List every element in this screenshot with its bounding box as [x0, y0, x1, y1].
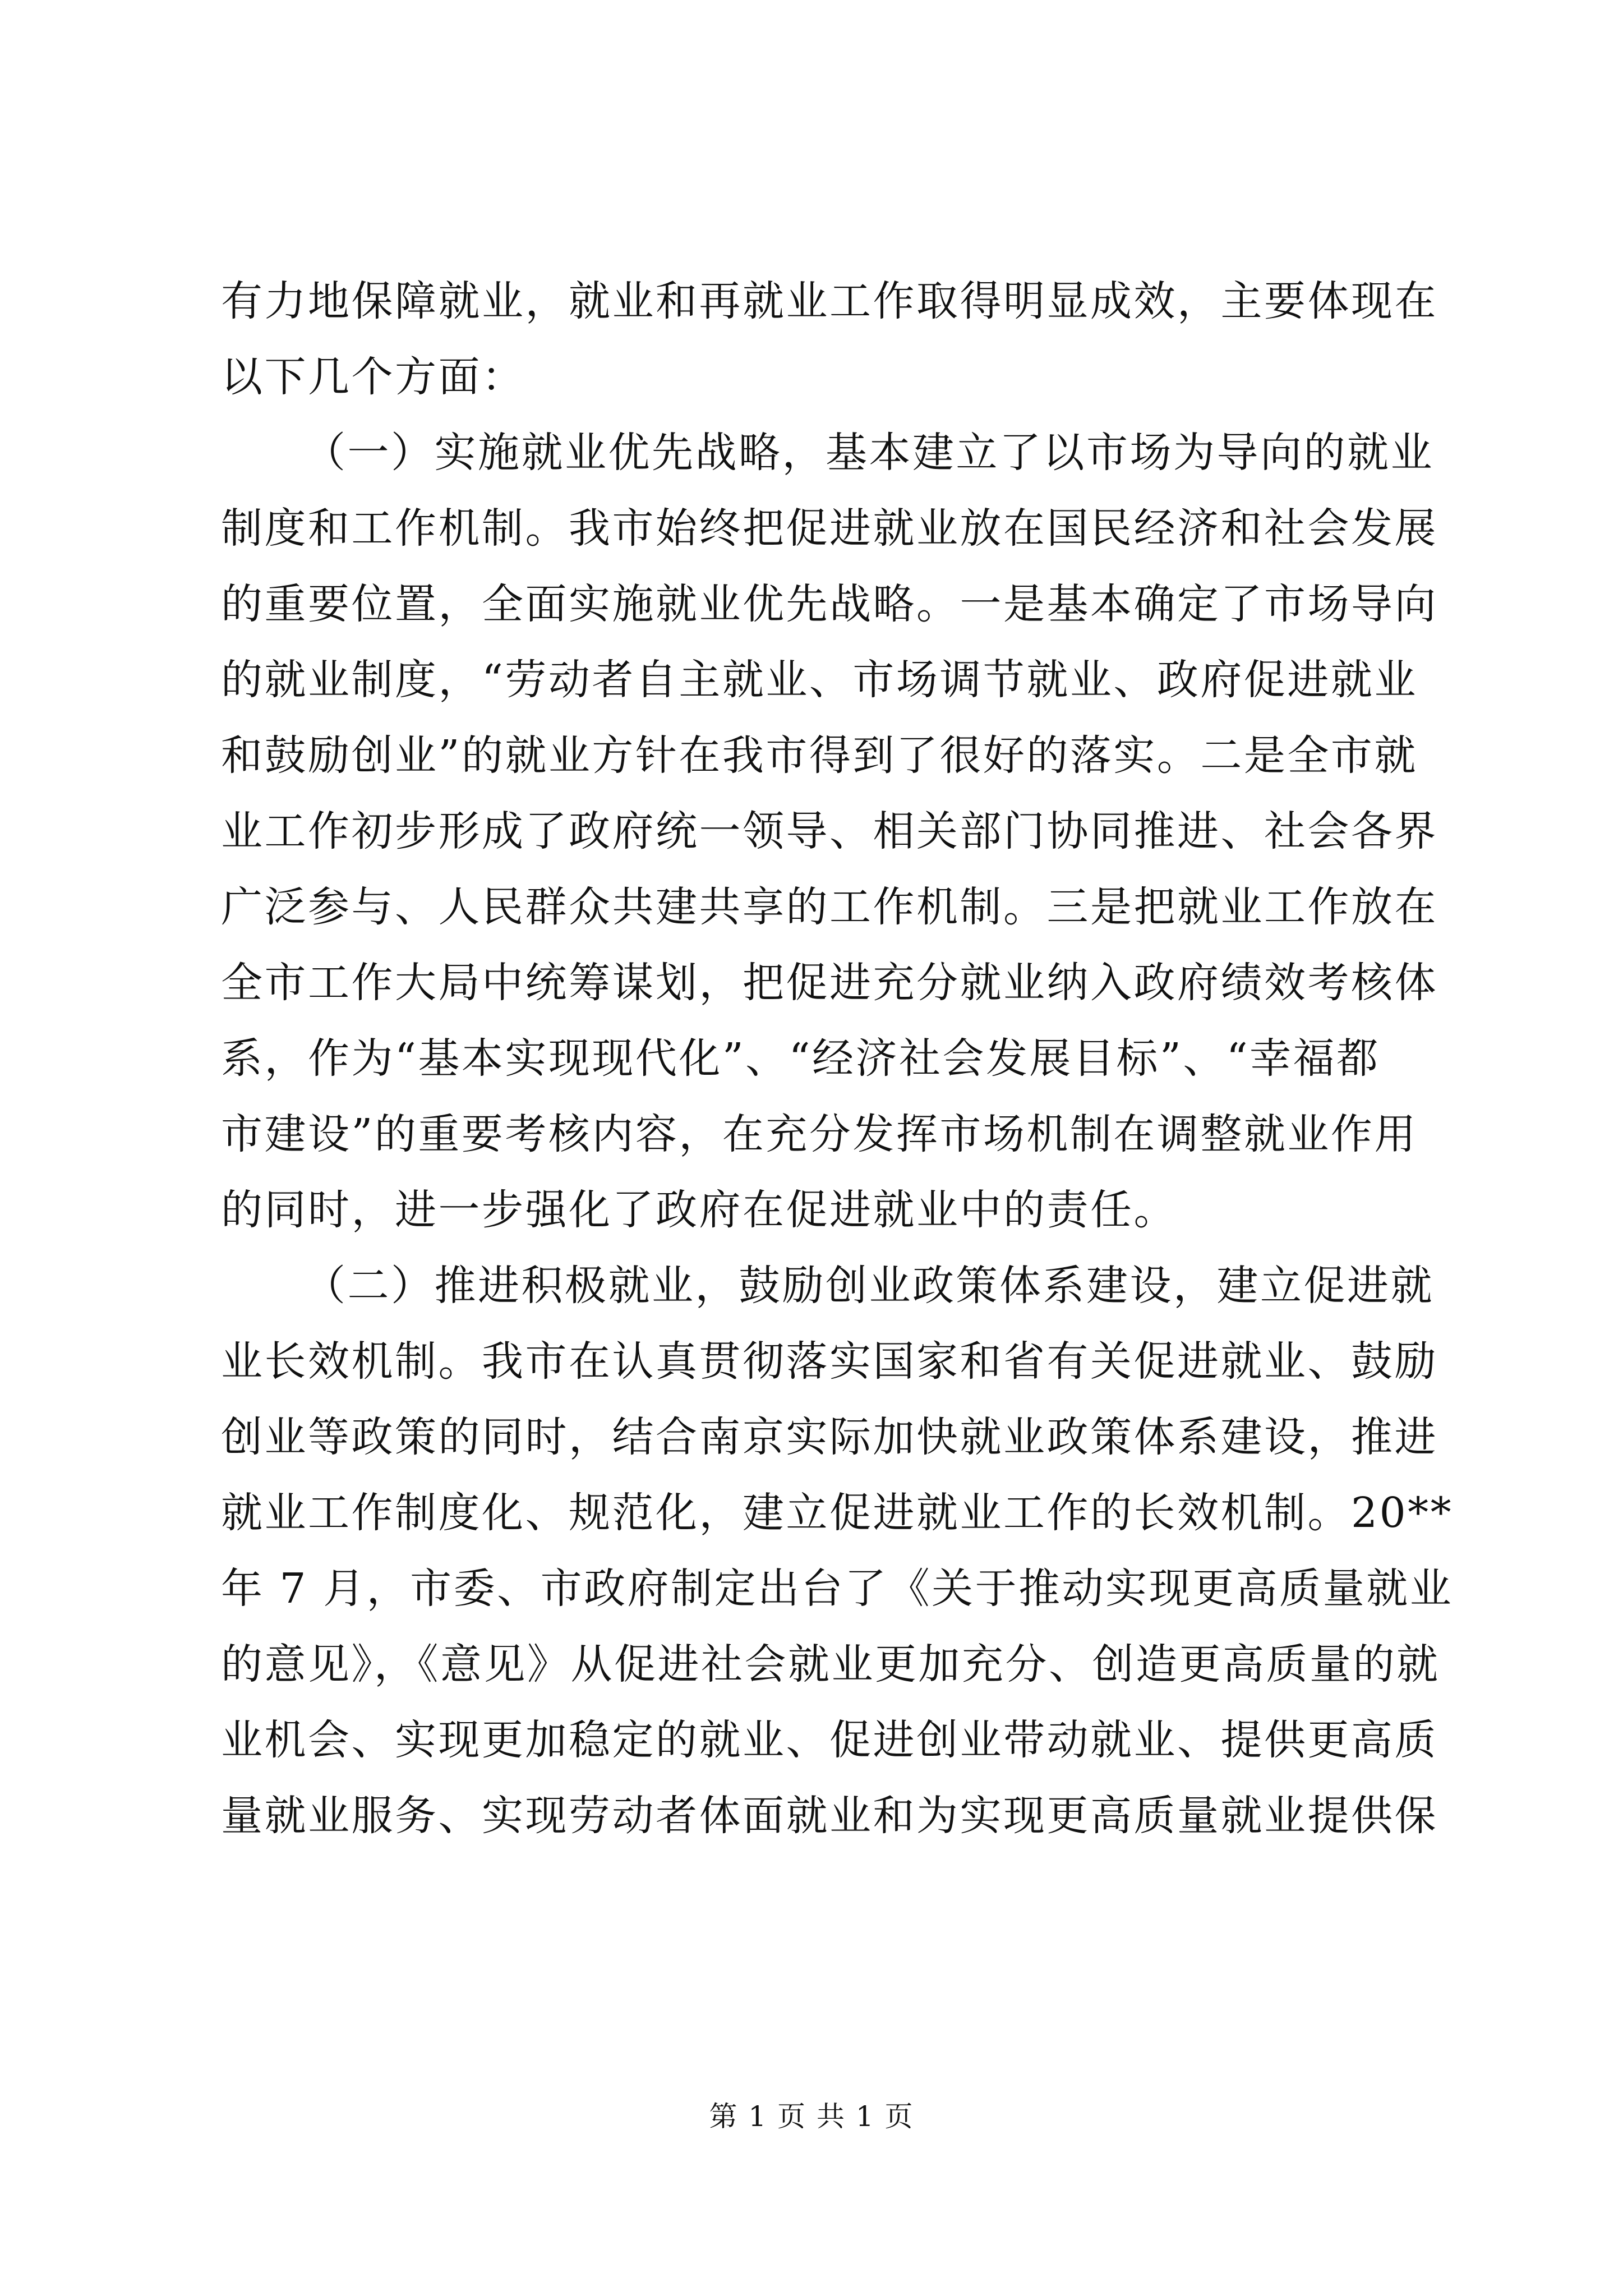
text-line: 全市工作大局中统筹谋划，把促进充分就业纳入政府绩效考核体 — [221, 959, 1438, 1007]
text-line: 的同时，进一步强化了政府在促进就业中的责任。 — [221, 1186, 1177, 1234]
text-line: 创业等政策的同时，结合南京实际加快就业政策体系建设，推进 — [221, 1413, 1438, 1461]
paragraph-heading-1: （一）实施就业优先战略，基本建立了以市场为导向的就业 — [304, 429, 1434, 477]
text-line: 广泛参与、人民群众共建共享的工作机制。三是把就业工作放在 — [221, 883, 1438, 931]
text-line: 业工作初步形成了政府统一领导、相关部门协同推进、社会各界 — [221, 807, 1438, 855]
text-line: 量就业服务、实现劳动者体面就业和为实现更高质量就业提供保 — [221, 1792, 1438, 1840]
text-line: 的就业制度，“劳动者自主就业、市场调节就业、政府促进就业 — [221, 656, 1418, 704]
text-line: 系，作为“基本实现现代化”、“经济社会发展目标”、“幸福都 — [221, 1034, 1380, 1083]
document-body — [221, 264, 1454, 1854]
text-line: 年 7 月，市委、市政府制定出台了《关于推动实现更高质量就业 — [221, 1565, 1454, 1613]
text-line: 业机会、实现更加稳定的就业、促进创业带动就业、提供更高质 — [221, 1716, 1438, 1764]
text-line: 的意见》，《意见》从促进社会就业更加充分、创造更高质量的就 — [221, 1640, 1440, 1688]
text-line: 业长效机制。我市在认真贯彻落实国家和省有关促进就业、鼓励 — [221, 1337, 1438, 1386]
text-line: 以下几个方面： — [221, 353, 525, 401]
text-line: 的重要位置，全面实施就业优先战略。一是基本确定了市场导向 — [221, 580, 1438, 628]
page-footer: 第 1 页 共 1 页 — [709, 2100, 914, 2133]
text-line: 市建设”的重要考核内容，在充分发挥市场机制在调整就业作用 — [221, 1110, 1418, 1158]
text-line: 有力地保障就业，就业和再就业工作取得明显成效，主要体现在 — [221, 277, 1438, 325]
text-line: 制度和工作机制。我市始终把促进就业放在国民经济和社会发展 — [221, 504, 1438, 553]
text-line: 和鼓励创业”的就业方针在我市得到了很好的落实。二是全市就 — [221, 731, 1418, 780]
paragraph-heading-2: （二）推进积极就业，鼓励创业政策体系建设，建立促进就 — [304, 1262, 1434, 1310]
text-line: 就业工作制度化、规范化，建立促进就业工作的长效机制。20** — [221, 1489, 1454, 1537]
